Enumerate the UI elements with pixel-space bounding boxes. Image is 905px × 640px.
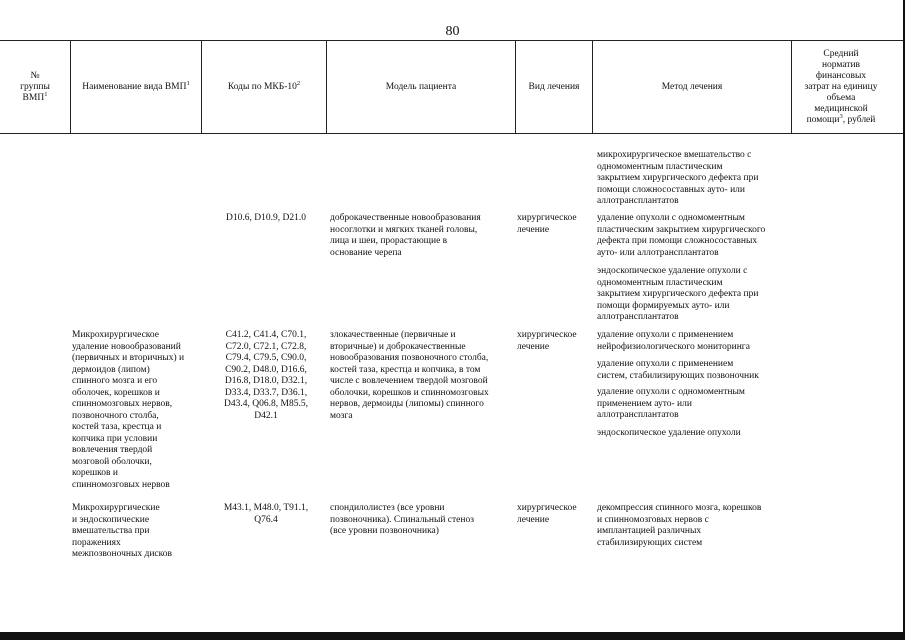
header-codes: Коды по МКБ-$10^2$ bbox=[227, 79, 301, 92]
model-text: злокачественные (первичные и вторичные) и доброкачественные новообразования позвоночного столба, костей таза, крестца и копчика, в том числе с вовлечением твердой мозговой оболочки, корешков и спинномозговых нервов, дермоиды (липомы) спинного мозга bbox=[330, 330, 489, 421]
model-text: спондилолистез (все уровни позвоночника). Спинальный стеноз (все уровни позвоночника) bbox=[330, 503, 474, 536]
method-text: эндоскопическое удаление опухоли с одномоментным пластическим закрытием хирургического дефекта при помощи формируемых ауто- или аллотрансплантатов bbox=[597, 266, 759, 322]
header-type: Вид лечения bbox=[528, 81, 580, 92]
type-text: хирургическое лечение bbox=[517, 213, 577, 235]
method-text: удаление опухоли с одномоментным пластическим закрытием хирургического дефекта при помощи сложносоставных ауто- или аллотрансплантатов bbox=[597, 213, 766, 258]
codes-text: D10.6, D10.9, D21.0 bbox=[226, 213, 306, 223]
page-number: 80 bbox=[445, 24, 460, 39]
header-group: № группы ВМП$^1$ bbox=[20, 70, 50, 103]
vmp-name-text: Микрохирургическое удаление новообразований (первичных и вторичных) и дермоидов (липом) спинного мозга и его оболочек, корешков и спинномозговых нервов, позвоночного столба, костей таза, крестца и копчика при условии вовлечения твердой мозговой оболочки, корешков и спинномозговых нервов bbox=[72, 330, 185, 490]
header-model: Модель пациента bbox=[385, 81, 457, 92]
model-text: доброкачественные новообразования носоглотки и мягких тканей головы, лица и шеи, прорастающие в основание черепа bbox=[330, 213, 481, 258]
method-text: декомпрессия спинного мозга, корешков и спинномозговых нервов с имплантацией различных стабилизирующих систем bbox=[597, 503, 762, 548]
header-method: Метод лечения bbox=[661, 81, 723, 92]
method-text: микрохирургическое вмешательство с одномоментным пластическим закрытием хирургического дефекта при помощи сложносоставных ауто- или аллотрансплантатов bbox=[597, 150, 759, 206]
method-text: удаление опухоли с применением нейрофизиологического мониторинга bbox=[597, 330, 750, 352]
codes-text: M43.1, M48.0, T91.1, Q76.4 bbox=[223, 503, 309, 525]
vmp-name-text: Микрохирургические и эндоскопические вмешательства при поражениях межпозвоночных дисков bbox=[72, 503, 173, 559]
method-text: удаление опухоли с одномоментным применением ауто- или аллотрансплантатов bbox=[597, 387, 745, 420]
codes-text: C41.2, C41.4, C70.1, C72.0, C72.1, C72.8, C79.4, C79.5, C90.0, C90.2, D48.0, D16.6, D16.8, D18.0, D32.1, D33.4, D33.7, D36.1, D43.4, Q06.8, M85.5, D42.1 bbox=[224, 330, 308, 421]
method-text: удаление опухоли с применением систем, стабилизирующих позвоночник bbox=[597, 359, 759, 381]
type-text: хирургическое лечение bbox=[517, 503, 577, 525]
table-header bbox=[0, 40, 905, 134]
method-text: эндоскопическое удаление опухоли bbox=[597, 428, 741, 438]
type-text: хирургическое лечение bbox=[517, 330, 577, 352]
header-cost: Средний норматив финансовых затрат на единицу объема медицинской помощи$^3$, рублей bbox=[804, 48, 878, 125]
scan-edge-bottom bbox=[0, 632, 905, 640]
header-name: Наименование вида ВМП$^1$ bbox=[82, 79, 190, 92]
